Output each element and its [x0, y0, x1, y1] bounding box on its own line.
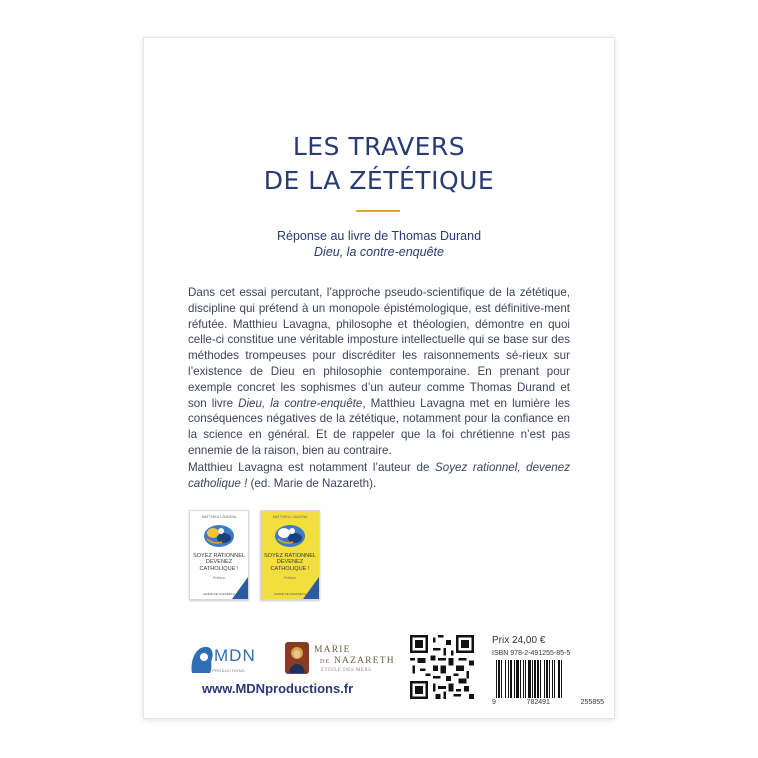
brain-illustration-icon [273, 523, 307, 549]
title-line-2: DE LA ZÉTÉTIQUE [263, 166, 495, 195]
mn-name-line2 [314, 656, 395, 668]
barcode-number [492, 699, 604, 706]
title-divider [356, 210, 400, 212]
madonna-icon [284, 641, 310, 675]
brain-illustration-icon [202, 523, 236, 549]
publisher-url: www.MDNproductions.fr [202, 681, 354, 696]
book-title: SOYEZ RATIONNEL DEVENEZ CATHOLIQUE ! [192, 553, 246, 572]
book-subtitle: Préface [212, 576, 226, 580]
book-subtitle: Préface [283, 576, 297, 580]
title-line-1: LES TRAVERS [292, 132, 466, 161]
description-text-a: Dans cet essai percutant, l’approche pseudo-scientifique de la zététique, discipline qui prétend à un monopole épistémologique, est définitive-ment réfutée. Matthieu Lavagna, philosophe et théologien, démontre en quoi celle-ci constitue une véritable imposture intellectuelle qui se base sur des méthodes trompeuses pour discréditer les raisonnements sé-rieux sur l’existence de Dieu en philosophie contemporaine. En prenant pour exemple concret les sophismes d’un auteur comme Thomas Durand et son livre [188, 286, 570, 410]
author-text-b: (ed. Marie de Nazareth). [247, 476, 377, 490]
book-thumbnail-white [189, 510, 249, 600]
book-publisher: MARIE DE NAZARETH [274, 592, 306, 596]
isbn-label: ISBN 978-2-491255-85-5 [492, 650, 571, 657]
book-thumbnail-yellow [260, 510, 320, 600]
marie-de-nazareth-logo-text [314, 645, 395, 668]
book-author: MATTHIEU LAVAGNA [201, 515, 237, 519]
book-title: SOYEZ RATIONNEL DEVENEZ CATHOLIQUE ! [263, 553, 317, 572]
description-paragraph [188, 285, 570, 459]
book-author: MATTHIEU LAVAGNA [272, 515, 308, 519]
book-publisher: MARIE DE NAZARETH [203, 592, 235, 596]
description-book-title: Dieu, la contre-enquête [238, 396, 363, 410]
mn-name-prefix: DE [320, 659, 331, 665]
subtitle-line-1: Réponse au livre de Thomas Durand [276, 229, 482, 243]
price-label: Prix 24,00 € [492, 635, 546, 646]
mdn-logo-text: MDN [214, 646, 256, 665]
mdn-logo-subtext: PRODUCTIONS [212, 668, 245, 673]
barcode-icon [492, 660, 604, 698]
author-paragraph [188, 460, 570, 492]
qr-code-icon [410, 635, 474, 699]
mn-tagline: ÉTOILE DES MERS [321, 668, 372, 673]
barcode-digit-group: 255855 [580, 699, 604, 706]
mn-name-main: NAZARETH [333, 656, 395, 666]
author-book-title: Soyez rationnel, devenez catholique ! [188, 461, 570, 490]
description-text-b: , Matthieu Lavagna met en lumière les conséquences négatives de la zététique, notamment pour la confiance en la science en général. Et de rappeler que la foi chrétienne n’est pas ennemie de la raison, bien au contraire. [188, 396, 570, 457]
barcode-digit-group: 782491 [526, 699, 550, 706]
author-text-a: Matthieu Lavagna est notamment l’auteur de [188, 461, 436, 474]
mn-name-line1: MARIE [314, 645, 351, 655]
subtitle-line-2: Dieu, la contre-enquête [314, 245, 444, 259]
book-back-cover [144, 38, 614, 718]
barcode-digit-group: 9 [492, 699, 496, 706]
